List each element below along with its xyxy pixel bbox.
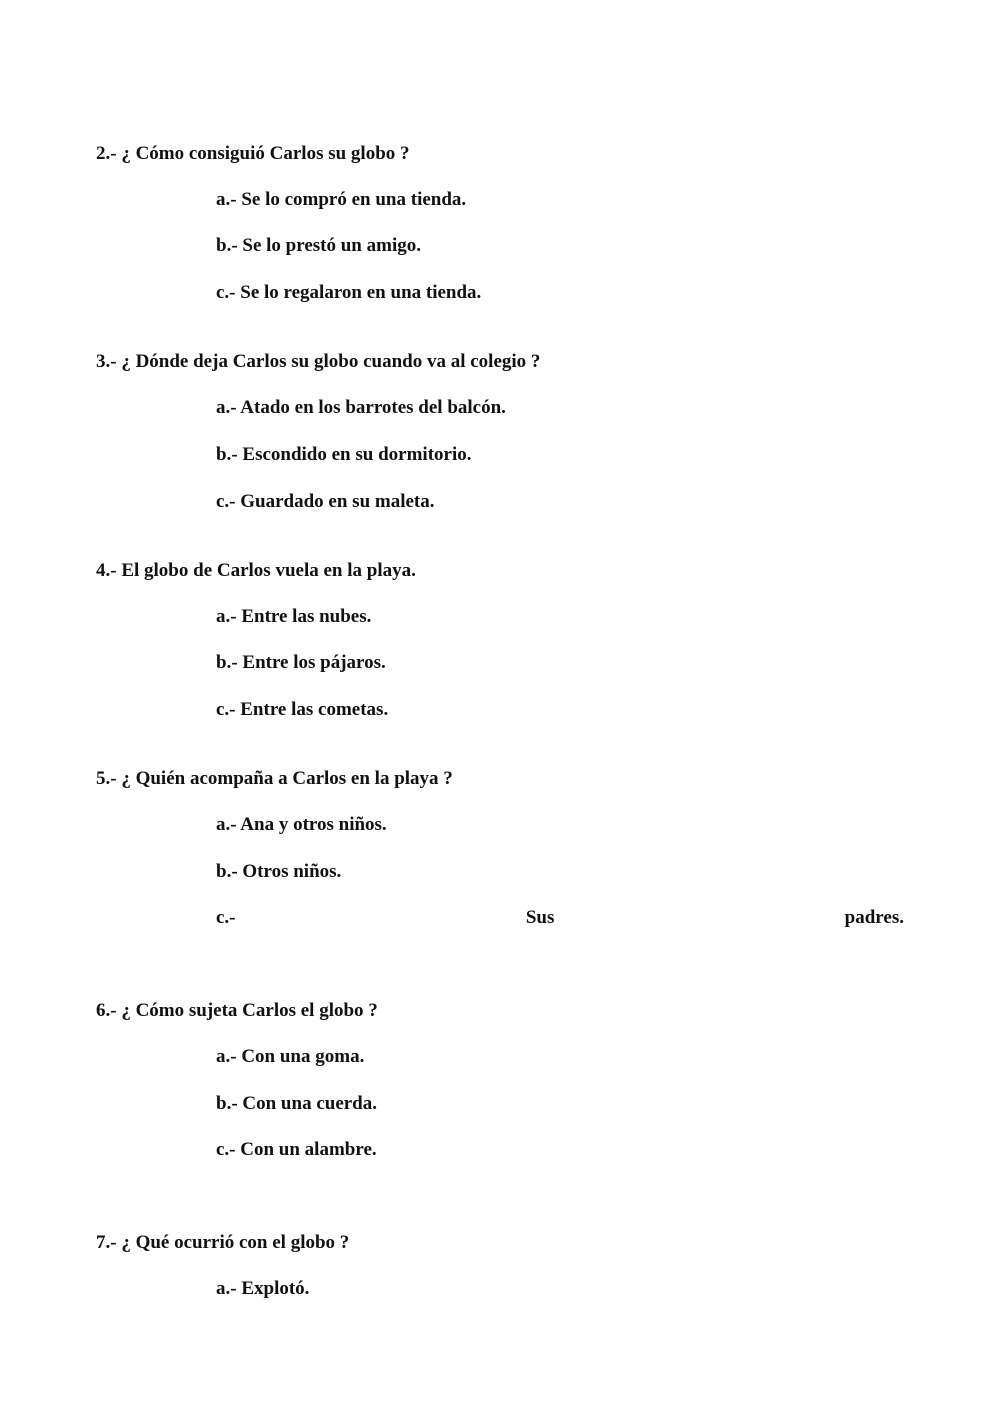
question-2-option-c: c.- Se lo regalaron en una tienda. <box>216 282 482 303</box>
question-3-option-b: b.- Escondido en su dormitorio. <box>216 444 472 465</box>
question-4-option-c: c.- Entre las cometas. <box>216 699 389 720</box>
question-6: 6.- ¿ Cómo sujeta Carlos el globo ? <box>96 1000 378 1021</box>
question-4-option-b: b.- Entre los pájaros. <box>216 652 386 673</box>
option-c-word-2: padres. <box>844 907 904 928</box>
question-5-option-a: a.- Ana y otros niños. <box>216 814 387 835</box>
option-c-word-1: Sus <box>525 907 555 928</box>
question-7-option-a: a.- Explotó. <box>216 1278 310 1299</box>
question-2-option-a: a.- Se lo compró en una tienda. <box>216 189 467 210</box>
question-5: 5.- ¿ Quién acompaña a Carlos en la playa ? <box>96 768 453 789</box>
question-4: 4.- El globo de Carlos vuela en la playa. <box>96 560 416 581</box>
question-6-option-b: b.- Con una cuerda. <box>216 1093 377 1114</box>
question-3: 3.- ¿ Dónde deja Carlos su globo cuando va al colegio ? <box>96 351 541 372</box>
question-2-option-b: b.- Se lo prestó un amigo. <box>216 235 421 256</box>
question-6-option-c: c.- Con un alambre. <box>216 1139 377 1160</box>
question-3-option-a: a.- Atado en los barrotes del balcón. <box>216 397 506 418</box>
question-2: 2.- ¿ Cómo consiguió Carlos su globo ? <box>96 143 410 164</box>
option-c-label: c.- <box>216 907 236 928</box>
question-4-option-a: a.- Entre las nubes. <box>216 606 372 627</box>
question-5-option-b: b.- Otros niños. <box>216 861 342 882</box>
question-7: 7.- ¿ Qué ocurrió con el globo ? <box>96 1232 350 1253</box>
question-5-option-c <box>216 906 904 930</box>
question-3-option-c: c.- Guardado en su maleta. <box>216 491 435 512</box>
question-6-option-a: a.- Con una goma. <box>216 1046 365 1067</box>
